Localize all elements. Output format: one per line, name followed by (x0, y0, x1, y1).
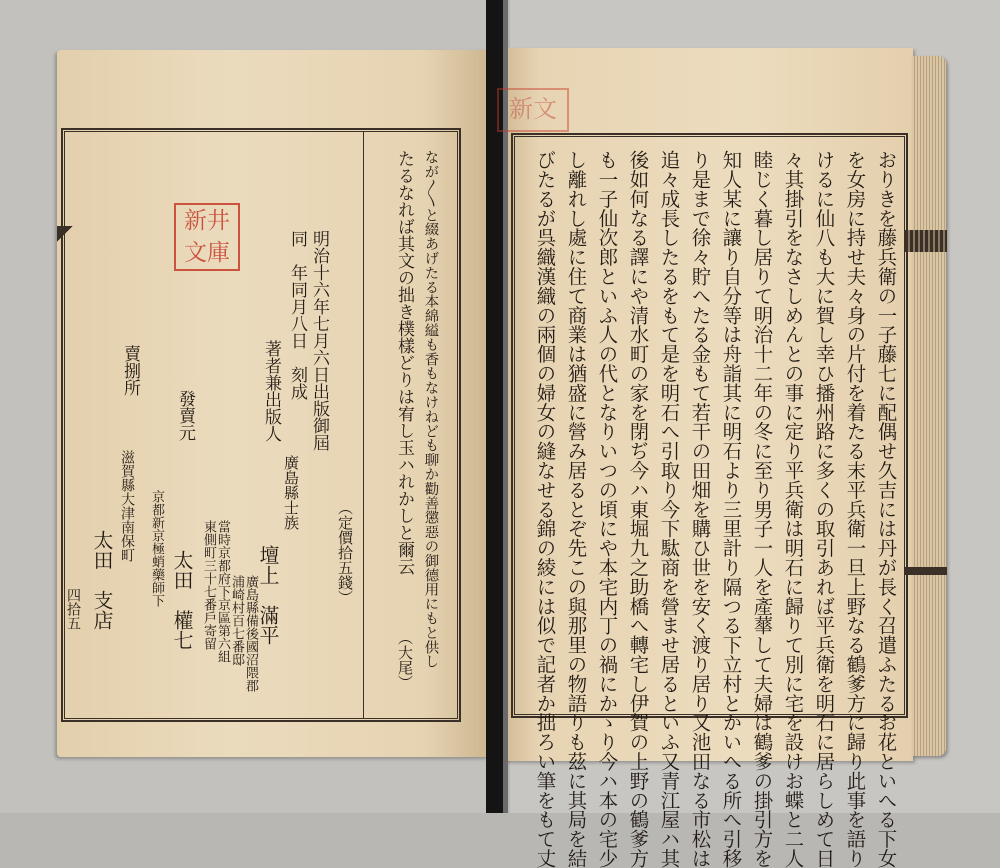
text-column: 追々成長したるをもて是を明石へ引取り今下駄商を營ませ居るといふ又青江屋ハ其 (657, 150, 681, 868)
left-edge-mark (57, 226, 77, 246)
price-label: （定價拾五錢） (336, 500, 354, 605)
publish-date: 同 年同月八日 刻成 (287, 230, 307, 400)
author-name: 壇上 滿平 (256, 545, 280, 645)
text-column: 知人某に讓り自分等は舟詣其に明石より三里計り隔つる下立村とかいへる所へ引移 (719, 150, 743, 868)
author-address: 當時京都府下京區第六組 (215, 520, 230, 663)
library-seal-faded: 新 文 (497, 88, 569, 132)
page-edges (912, 56, 946, 756)
left-divider-rule (363, 131, 364, 719)
signature: （大尾） (396, 630, 414, 690)
text-column: を女房に持せ夫々身の片付を着たる末平兵衛一旦上野なる鶴爹方に歸り此事を語り (843, 150, 867, 868)
text-column: し離れし處に住て商業は猶盛に營み居るとぞ先この與那里の物語りも茲に其局を結 (564, 150, 588, 868)
author-address: 東側町三十七番戶寄留 (201, 520, 216, 650)
seller-role: 賣捌所 (120, 345, 140, 396)
right-edge-mark (905, 230, 947, 252)
text-column: びたるが呉織漢織の兩個の婦女の縫なせる錦の綾には似で記者か拙ろい筆をもて丈 (533, 150, 557, 868)
right-edge-mark-lower (905, 567, 947, 575)
page-number: 四拾五 (65, 588, 81, 630)
author-origin: 廣島縣士族 (282, 455, 300, 530)
distributor-role: 發賣元 (175, 390, 195, 441)
text-column: 睦じく暮し居りて明治十二年の冬に至り男子一人を產蕐して夫婦は鶴爹の掛引方を (750, 150, 774, 868)
library-seal: 新 井 文 庫 (174, 203, 240, 271)
text-column: なが〳〵と綴あげたる本綿縊も香もなけねども聊か勸善懲惡の御德用にもと供し (422, 150, 439, 669)
text-column: けるに仙八も大に賀し幸ひ播州路に多くの取引あれば平兵衛を明石に居らしめて日 (812, 150, 836, 868)
text-column: たるなれば其文の拙き樸樣どりは宥し玉ハれかしと爾云 (394, 150, 414, 575)
text-column: 々其掛引をなさしめんとの事に定り平兵衛は明石に歸りて別に宅を設けお蝶と二人 (781, 150, 805, 868)
author-address: 浦崎村百七番邸 (229, 575, 244, 666)
text-column: り是まで徐々貯へたる金もて若干の田畑を購ひ世を安く渡り居り又池田なる市松は (688, 150, 712, 868)
seller-name: 太田 支店 (90, 530, 114, 630)
author-role: 著者兼出版人 (261, 340, 281, 442)
text-column: も一子仙次郎といふ人の代となりいつの頃にや本宅内丁の禍にかゝり今ハ本の宅少 (595, 150, 619, 868)
distributor-name: 太田 權七 (170, 550, 194, 650)
distributor-address: 京都新京極蛸藥師下 (149, 490, 164, 607)
text-column: おりきを藤兵衛の一子藤七に配偶せ久吉には丹が長く召遣ふたるお花といへる下女 (874, 150, 898, 868)
seller-address: 滋賀縣大津南保町 (119, 450, 135, 562)
approval-date: 明治十六年七月六日出版御屆 (309, 230, 329, 451)
author-address: 廣島縣備後國沼隈郡 (243, 575, 258, 692)
text-column: 後如何なる譯にや清水町の家を閉ぢ今ハ東堀九之助橋へ轉宅し伊賀の上野の鶴爹方 (626, 150, 650, 868)
